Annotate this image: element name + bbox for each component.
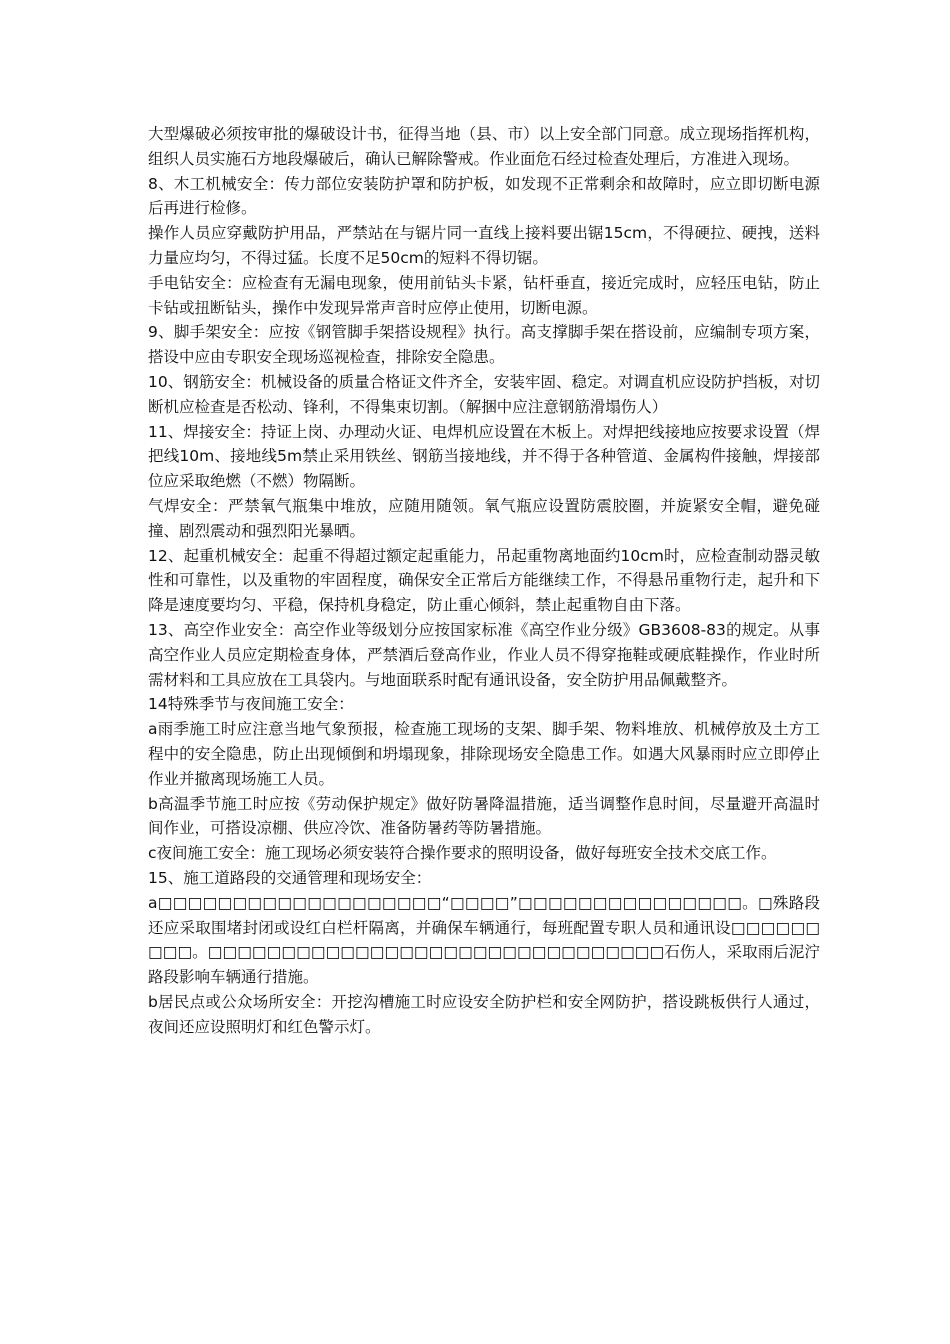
paragraph-traffic-management: a□□□□□□□□□□□□□□□□□□□“□□□□”□□□□□□□□□□□□□□□。□殊路段还应采取围堵封闭或设红白栏杆隔离，并确保车辆通行，每班配置专职人员和通讯设□□□□□□□□□。□□□□□□□□□□□□□□□□□□□□□□□□□□□□□□□石伤人，采取雨后泥泞路段影响车辆通行措施。 [148, 893, 820, 987]
paragraph-hand-drill: 手电钻安全：应检查有无漏电现象，使用前钻头卡紧，钻杆垂直，接近完成时，应轻压电钻，防止卡钻或扭断钻头，操作中发现异常声音时应停止使用，切断电源。 [148, 273, 820, 317]
paragraph-blasting: 大型爆破必须按审批的爆破设计书，征得当地（县、市）以上安全部门同意。成立现场指挥机构，组织人员实施石方地段爆破后，确认已解除警戒。作业面危石经过检查处理后，方准进入现场。 [148, 125, 820, 168]
paragraph-rebar: 10、钢筋安全：机械设备的质量合格证文件齐全，安装牢固、稳定。对调直机应设防护挡板，对切断机应检查是否松动、锋利，不得集束切割。（解捆中应注意钢筋滑塌伤人） [148, 372, 820, 416]
paragraph-traffic-heading: 15、施工道路段的交通管理和现场安全： [148, 868, 432, 887]
paragraph-public-places: b居民点或公众场所安全：开挖沟槽施工时应设安全防护栏和安全网防护，搭设跳板供行人通过，夜间还应设照明灯和红色警示灯。 [148, 992, 820, 1036]
document-body [148, 122, 820, 1039]
paragraph-welding: 11、焊接安全：持证上岗、办理动火证、电焊机应设置在木板上。对焊把线接地应按要求设置（焊把线10m、接地线5m禁止采用铁丝、钢筋当接地线，并不得于各种管道、金属构件接触，焊接部位应采取绝燃（不燃）物隔断。 [148, 422, 820, 491]
paragraph-woodworking-machinery: 8、木工机械安全：传力部位安装防护罩和防护板，如发现不正常剩余和故障时，应立即切断电源后再进行检修。 [148, 174, 820, 218]
paragraph-hot-season: b高温季节施工时应按《劳动保护规定》做好防暑降温措施，适当调整作息时间，尽量避开高温时间作业，可搭设凉棚、供应冷饮、准备防暑药等防暑措施。 [148, 794, 820, 838]
paragraph-special-seasons-heading: 14特殊季节与夜间施工安全： [148, 695, 354, 714]
paragraph-rainy-season: a雨季施工时应注意当地气象预报，检查施工现场的支架、脚手架、物料堆放、机械停放及土方工程中的安全隐患，防止出现倾倒和坍塌现象，排除现场安全隐患工作。如遇大风暴雨时应立即停止作业并撤离现场施工人员。 [148, 720, 820, 788]
paragraph-scaffolding: 9、脚手架安全：应按《钢管脚手架搭设规程》执行。高支撑脚手架在搭设前，应编制专项方案，搭设中应由专职安全现场巡视检查，排除安全隐患。 [148, 323, 820, 367]
paragraph-operator-protection: 操作人员应穿戴防护用品，严禁站在与锯片同一直线上接料要出锯15cm，不得硬拉、硬拽，送料力量应均匀，不得过猛。长度不足50cm的短料不得切锯。 [148, 224, 820, 267]
paragraph-lifting-machinery: 12、起重机械安全：起重不得超过额定起重能力，吊起重物离地面约10cm时，应检查制动器灵敏性和可靠性，以及重物的牢固程度，确保安全正常后方能继续工作，不得悬吊重物行走，起升和下降是速度要均匀、平稳，保持机身稳定，防止重心倾斜，禁止起重物自由下落。 [148, 546, 820, 615]
paragraph-night-work: c夜间施工安全：施工现场必须安装符合操作要求的照明设备，做好每班安全技术交底工作。 [148, 844, 777, 863]
paragraph-work-at-height: 13、高空作业安全：高空作业等级划分应按国家标准《高空作业分级》GB3608-83的规定。从事高空作业人员应定期检查身体，严禁酒后登高作业，作业人员不得穿拖鞋或硬底鞋操作，作业时所需材料和工具应放在工具袋内。与地面联系时配有通讯设备，安全防护用品佩戴整齐。 [148, 620, 820, 689]
paragraph-gas-welding: 气焊安全：严禁氧气瓶集中堆放，应随用随领。氧气瓶应设置防震胶圈，并旋紧安全帽，避免碰撞、剧烈震动和强烈阳光暴晒。 [148, 496, 820, 540]
